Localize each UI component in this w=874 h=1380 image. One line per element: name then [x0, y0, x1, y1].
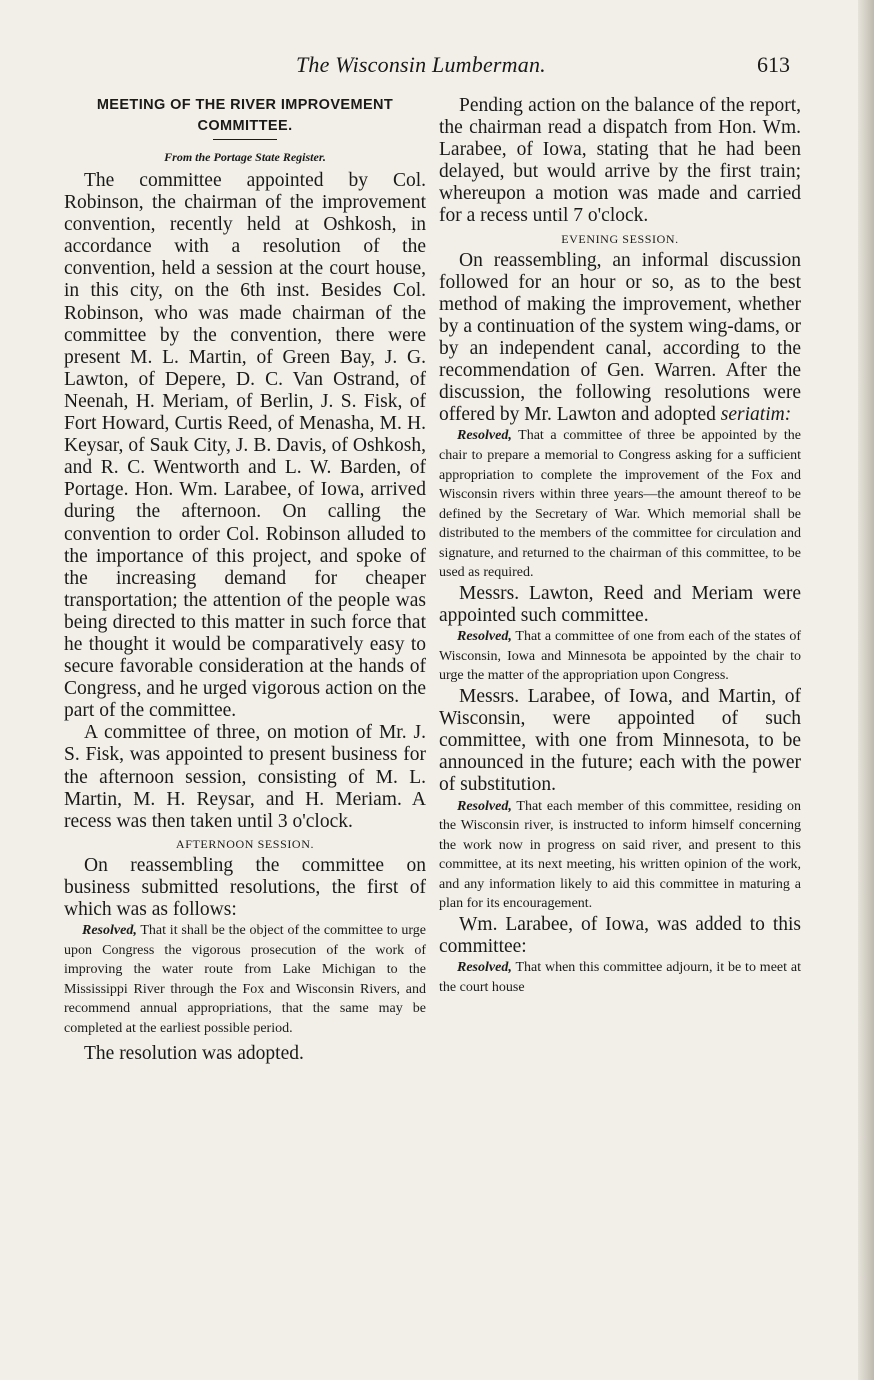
- paragraph-resolution-adopted: The resolution was adopted.: [84, 1042, 304, 1064]
- evening-session-heading: EVENING SESSION.: [561, 231, 679, 246]
- paragraph-informal-discussion-text: On reassembling, an informal discussion followed for an hour or so, as to the best method of making the improvement, whether by a continuation of the system wing-dams, or by an independent canal, according to the recommendation of Gen. Warren. After the discussion, the following resolutions were offered by Mr. Lawton and adopted: [439, 249, 801, 426]
- resolution-5: [439, 958, 801, 997]
- paragraph-committee-appointed: The committee appointed by Col. Robinson, the chairman of the improvement convention, recently held at Oshkosh, in accordance with a resolution of the convention, held a session at the court house, in this city, on the 6th inst. Besides Col. Robinson, who was made chairman of the committee by the convention, there were present M. L. Martin, of Green Bay, J. G. Lawton, of Depere, D. C. Van Ostrand, of Neenah, H. Meriam, of Berlin, J. S. Fisk, of Fort Howard, Curtis Reed, of Menasha, M. H. Keysar, of Sauk City, J. B. Davis, of Oshkosh, and R. C. Wentworth and L. W. Barden, of Portage. Hon. Wm. Larabee, of Iowa, arrived during the afternoon. On calling the convention to order Col. Robinson alluded to the importance of this project, and spoke of the increasing demand for cheaper transportation; the attention of the people was being directed to this matter in such force that he thought it would be comparatively easy to secure favorable consideration at the hands of Congress, and he urged vigorous action on the part of the committee.: [64, 170, 426, 722]
- resolution-4-text: That each member of this committee, residing on the Wisconsin river, is instructed to inform himself concerning the work now in progress on said river, and present to this committee, at its next meeting, his written opinion of the work, and any information likely to aid this committee in maturing a plan for its encouragement.: [439, 798, 801, 912]
- resolution-3-lead: Resolved,: [457, 629, 512, 645]
- resolution-1-text: That it shall be the object of the committee to urge upon Congress the vigorous prosecution of the work of improving the water route from Lake Michigan to the Mississippi River through the Fox and Wisconsin Rivers, and recommend annual appropriations, that the same may be completed at the earliest possible period.: [64, 923, 426, 1037]
- page-edge: [858, 0, 874, 1380]
- paragraph-reassembling: On reassembling the committee on business submitted resolutions, the first of which was as follows:: [64, 854, 426, 920]
- resolution-5-text: That when this committee adjourn, it be to meet at the court house: [439, 960, 801, 995]
- resolution-4: [439, 797, 801, 915]
- resolution-2-text: That a committee of three be appointed by the chair to prepare a memorial to Congress asking for a sufficient appropriation to complete the improvement of the Fox and Wisconsin rivers within three years—the amount thereof to be defined by the Secretary of War. Which memorial shall be distributed to the members of the committee for circulation and signature, and returned to the chairman of this committee, to be used as required.: [439, 428, 801, 581]
- paragraph-informal-discussion: [439, 250, 801, 427]
- left-column: [64, 95, 426, 1065]
- paragraph-pending-action: Pending action on the balance of the report, the chairman read a dispatch from Hon. Wm. Larabee, of Iowa, stating that he had been delayed, but would arrive by the first train; whereupon a motion was made and carried for a recess until 7 o'clock.: [439, 95, 801, 227]
- resolution-1-lead: Resolved,: [82, 923, 137, 939]
- resolution-3-text: That a committee of one from each of the states of Wisconsin, Iowa and Minnesota be appointed by the chair to urge the matter of the appropriation upon Congress.: [439, 629, 801, 684]
- seriatim-word: seriatim:: [720, 404, 792, 426]
- paragraph-lawton-reed-meriam: Messrs. Lawton, Reed and Meriam were appointed such committee.: [439, 583, 801, 627]
- resolution-5-lead: Resolved,: [457, 960, 512, 976]
- right-column: [439, 95, 801, 997]
- paragraph-larabee-added: Wm. Larabee, of Iowa, was added to this committee:: [439, 914, 801, 958]
- page-number: 613: [757, 52, 790, 77]
- resolution-4-lead: Resolved,: [457, 798, 512, 814]
- article-heading: MEETING OF THE RIVER IMPROVEMENT COMMITTEE.: [96, 97, 394, 134]
- heading-rule: [213, 139, 277, 140]
- resolution-2: [439, 426, 801, 583]
- resolution-2-lead: Resolved,: [457, 428, 512, 444]
- paragraph-larabee-martin: Messrs. Larabee, of Iowa, and Martin, of Wisconsin, were appointed of such committee, with one from Minnesota, to be announced in the future; each with the power of substitution.: [439, 686, 801, 796]
- source-credit: From the Portage State Register.: [164, 150, 326, 164]
- paragraph-committee-of-three: A committee of three, on motion of Mr. J. S. Fisk, was appointed to present business for the afternoon session, consisting of M. L. Martin, M. H. Reysar, and H. Meriam. A recess was then taken until 3 o'clock.: [64, 722, 426, 832]
- afternoon-session-heading: AFTERNOON SESSION.: [175, 836, 315, 851]
- page-header: [0, 50, 874, 82]
- running-title: The Wisconsin Lumberman.: [296, 52, 546, 77]
- resolution-3: [439, 627, 801, 686]
- resolution-1: [64, 921, 426, 1039]
